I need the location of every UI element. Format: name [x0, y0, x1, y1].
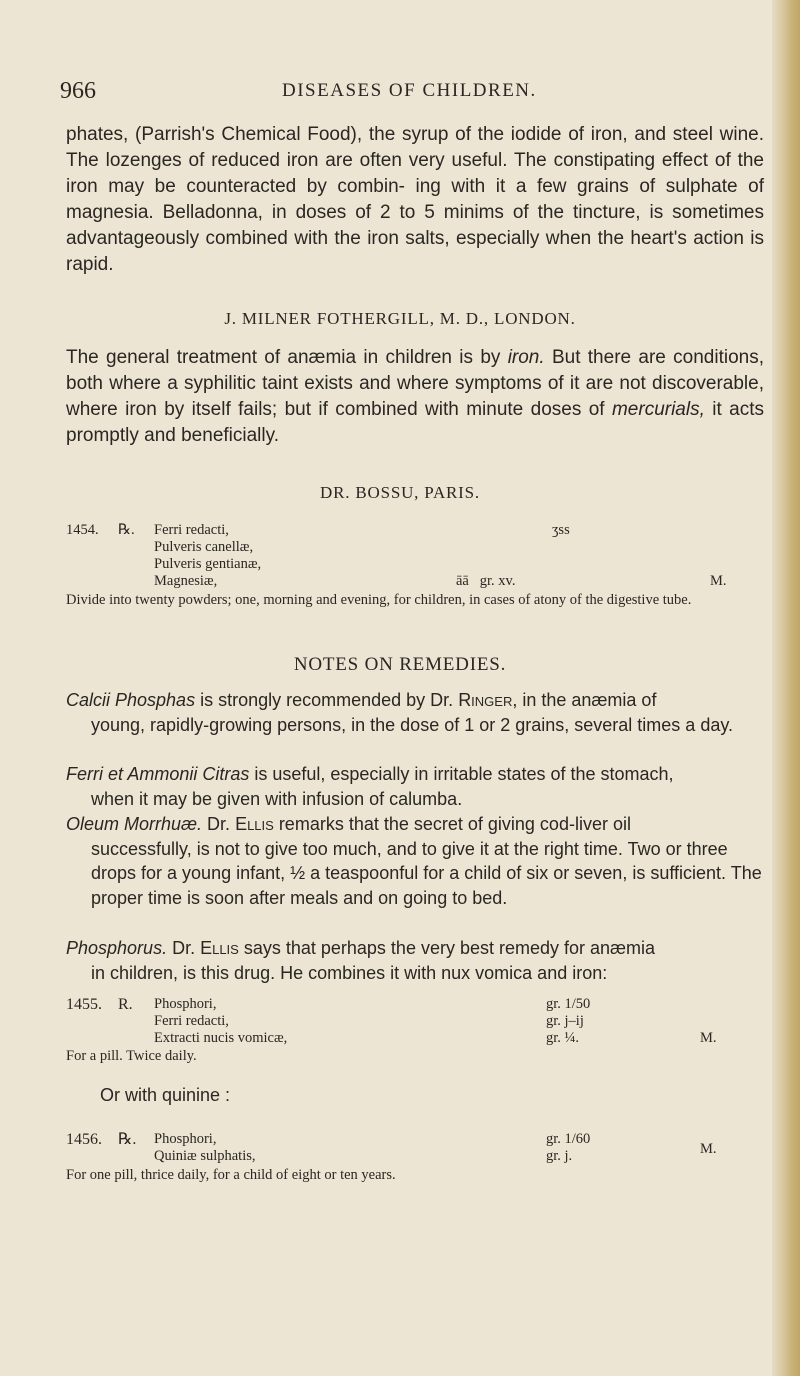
note-term: Calcii Phosphas — [66, 690, 196, 710]
note-term: Phosphorus. — [66, 938, 168, 958]
rx-signa: M. — [710, 573, 727, 589]
ingredient-dose: gr. j–ij — [546, 1013, 584, 1029]
prescription-1454 — [66, 522, 764, 590]
note-ferri: Ferri et Ammonii Citras is useful, especially in irritable states of the stomach, when it may be given with infusion of calumba. — [66, 764, 674, 809]
or-with-quinine: Or with quinine : — [100, 1085, 231, 1105]
ingredient-dose: gr. 1/50 — [546, 996, 591, 1012]
bossu-directions: Divide into twenty powders; one, morning and evening, for children, in cases of atony of the digestive tube. — [66, 592, 692, 608]
page-number: 966 — [60, 78, 96, 104]
ingredient: Quiniæ sulphatis, — [154, 1148, 256, 1164]
prescription-1455 — [66, 996, 764, 1068]
ingredient: Phosphori, — [154, 996, 217, 1012]
ingredient-dose: gr. j. — [546, 1148, 573, 1164]
rx-symbol: ℞. — [118, 522, 135, 538]
ingredient: Pulveris canellæ, — [154, 539, 254, 555]
note-calcii: Calcii Phosphas is strongly recommended by Dr. Ringer, in the anæmia of young, rapidly-growing persons, in the dose of 1 or 2 grains, several times a day. — [66, 690, 734, 735]
rx-symbol: ℞. — [118, 1131, 137, 1148]
page-edge — [772, 0, 800, 1376]
note-phosphorus: Phosphorus. Dr. Ellis says that perhaps the very best remedy for anæmia in children, is this drug. He combines it with nux vomica and iron: — [66, 938, 656, 983]
note-term: Oleum Morrhuæ. — [66, 814, 203, 834]
rx-number: 1456. — [66, 1131, 102, 1148]
rx-signa: M. — [700, 1030, 717, 1046]
note-term: Ferri et Ammonii Citras — [66, 764, 250, 784]
ingredient: Ferri redacti, — [154, 522, 229, 538]
running-head: DISEASES OF CHILDREN. — [282, 80, 537, 101]
rx-directions: For a pill. Twice daily. — [66, 1048, 197, 1064]
fothergill-signature: J. MILNER FOTHERGILL, M. D., LONDON. — [224, 309, 576, 328]
ingredient: Phosphori, — [154, 1131, 217, 1147]
intro-paragraph: phates, (Parrish's Chemical Food), the syrup of the iodide of iron, and steel wine. The lozenges of reduced iron are often very useful. The constipating effect of the iron may be counteracted by combin- ing with it a few grains of sulphate of magnesia. Belladonna, in doses of 2 to 5 minims of the tincture, is sometimes advantageously combined with the iron salts, especially when the heart's action is rapid. — [66, 124, 764, 275]
rx-number: 1454. — [66, 522, 99, 538]
rx-signa: M. — [700, 1141, 717, 1157]
page-header — [60, 78, 760, 108]
ingredient: Ferri redacti, — [154, 1013, 229, 1029]
prescription-1456 — [66, 1131, 764, 1187]
ingredient-dose: ʒss — [552, 522, 570, 538]
ingredient: Extracti nucis vomicæ, — [154, 1030, 288, 1046]
bossu-signature: DR. BOSSU, PARIS. — [320, 483, 480, 502]
ingredient-dose: gr. ¼. — [546, 1030, 580, 1046]
fothergill-paragraph: The general treatment of anæmia in children is by iron. But there are conditions, both where a syphilitic taint exists and where symptoms of it are not discoverable, where iron by itself fails; but if combined with minute doses of mercurials, it acts promptly and beneficially. — [66, 347, 764, 446]
ingredient: Magnesiæ, — [154, 573, 218, 589]
rx-directions: For one pill, thrice daily, for a child of eight or ten years. — [66, 1167, 396, 1183]
rx-number: 1455. — [66, 996, 102, 1013]
ingredient-dose: gr. 1/60 — [546, 1131, 591, 1147]
ingredient: Pulveris gentianæ, — [154, 556, 262, 572]
rx-symbol: R. — [118, 996, 133, 1013]
note-oleum: Oleum Morrhuæ. Dr. Ellis remarks that the secret of giving cod-liver oil successfully, is not to give too much, and to give it at the right time. Two or three drops for a young infant, ½ a teaspoonful for a child of six or seven, is sufficient. The proper time is soon after meals and on going to bed. — [66, 814, 762, 908]
ingredient-dose: āā gr. xv. — [456, 573, 516, 589]
notes-title: NOTES ON REMEDIES. — [293, 654, 507, 675]
